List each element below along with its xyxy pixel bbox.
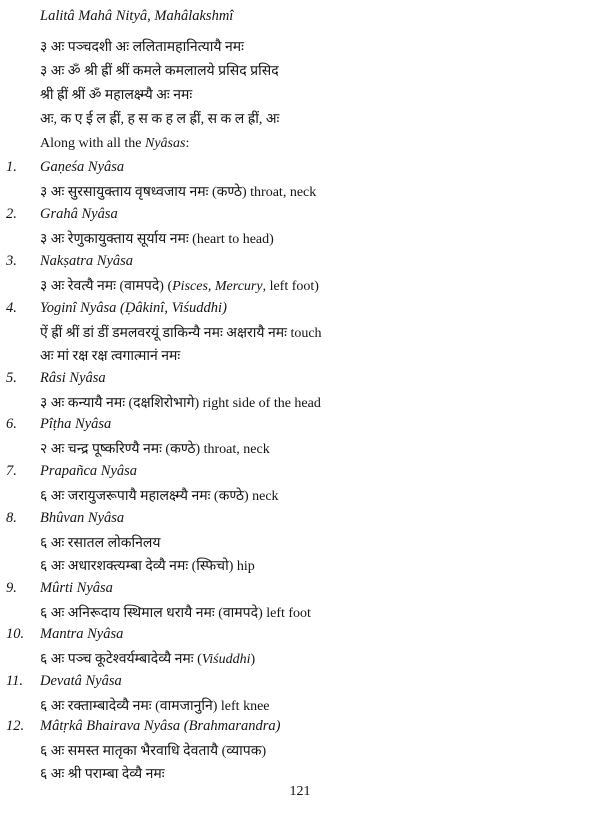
nyasa-line-italic: Viśuddhi [201,652,251,667]
nyasa-number: 11. [6,673,24,689]
nyasa-line: ३ अः रेणुकायुक्ताय सूर्याय नमः (heart to head) [40,232,274,247]
nyasa-title: Grahâ Nyâsa [40,206,118,222]
page-number: 121 [289,784,311,799]
nyasa-number: 10. [6,626,25,642]
nyasa-line: अः मां रक्ष रक्ष त्वगात्मानं नमः [40,349,181,364]
nyasa-line: ६ अः समस्त मातृका भैरवाधि देवतायै (व्यापक) [40,744,267,759]
nyasa-line [40,649,255,668]
nyasa-title: Mûrti Nyâsa [40,580,113,596]
nyasa-line [40,276,319,295]
nyasa-line-text: ६ अः पञ्च कूटेश्वर्यम्बादेव्यै नमः ( [40,652,202,667]
nyasa-number: 3. [6,253,17,269]
nyasa-line-text: ३ अः रेवत्यै नमः (वामपदे) ( [40,279,173,294]
nyasa-line-tail: ) [250,652,256,667]
nyasa-line: ६ अः रक्ताम्बादेव्यै नमः (वामजानुनि) left knee [40,699,270,714]
nyasa-title: Prapañca Nyâsa [40,463,138,479]
nyasa-title: Mâtṛkâ Bhairava Nyâsa (Brahmarandra) [40,718,281,734]
nyasa-line: २ अः चन्द्र पूष्करिण्यै नमः (कण्ठे) throat, neck [40,442,270,457]
nyasa-title: Gaṇeśa Nyâsa [40,159,125,175]
nyasa-number: 1. [6,159,17,175]
intro-line [40,136,189,152]
nyasa-number: 6. [6,416,17,432]
nyasa-line: ३ अः कन्यायै नमः (दक्षशिरोभागे) right side of the head [40,396,321,411]
nyasa-number: 2. [6,206,17,222]
nyasa-number: 9. [6,580,17,596]
opening-line: ३ अः ॐ श्री ह्रीं श्रीं कमले कमलालये प्रसिद प्रसिद [40,64,279,79]
nyasa-line: ६ अः अधारशक्त्यम्बा देव्यै नमः (स्फिचो) hip [40,559,255,574]
nyasa-line: ६ अः जरायुजरूपायै महालक्ष्म्यै नमः (कण्ठे) neck [40,489,279,504]
nyasa-number: 4. [6,300,17,316]
nyasa-title: Bhûvan Nyâsa [40,510,125,526]
nyasa-number: 8. [6,510,17,526]
nyasa-line: ६ अः अनिरूदाय स्थिमाल धरायै नमः (वामपदे) left foot [40,606,311,621]
intro-suffix: : [185,136,190,151]
nyasa-number: 12. [6,718,25,734]
intro-prefix: Along with all the [40,136,145,151]
opening-line: ३ अः पञ्चदशी अः ललितामहानित्यायै नमः [40,40,245,55]
nyasa-line: ६ अः श्री पराम्बा देव्यै नमः [40,767,165,782]
intro-term: Nyâsas [145,136,186,151]
nyasa-number: 7. [6,463,17,479]
nyasa-title: Yoginî Nyâsa (Ḍâkinî, Viśuddhi) [40,300,227,316]
nyasa-title: Mantra Nyâsa [40,626,124,642]
nyasa-line: ६ अः रसातल लोकनिलय [40,536,161,551]
nyasa-line-italic: Pisces, Mercury [172,279,263,294]
nyasa-title: Râsi Nyâsa [40,370,106,386]
nyasa-title: Nakṣatra Nyâsa [40,253,134,269]
nyasa-line-tail: , left foot) [262,279,319,294]
nyasa-title: Devatâ Nyâsa [40,673,122,689]
opening-line: अः, क ए ई ल ह्रीं, ह स क ह ल ह्रीं, स क ल ह्रीं, अः [40,112,280,127]
nyasa-title: Pîṭha Nyâsa [40,416,112,432]
opening-line: श्री ह्रीं श्रीं ॐ महालक्ष्म्यै अः नमः [40,88,193,103]
page-title: Lalitâ Mahâ Nityâ, Mahâlakshmî [40,8,234,24]
nyasa-line: ३ अः सुरसायुक्ताय वृषध्वजाय नमः (कण्ठे) throat, neck [40,185,317,200]
nyasa-number: 5. [6,370,17,386]
nyasa-line: ऐं ह्रीं श्रीं डां डीं डमलवरयूं डाकिन्यै नमः अक्षरायै नमः touch [40,326,322,341]
